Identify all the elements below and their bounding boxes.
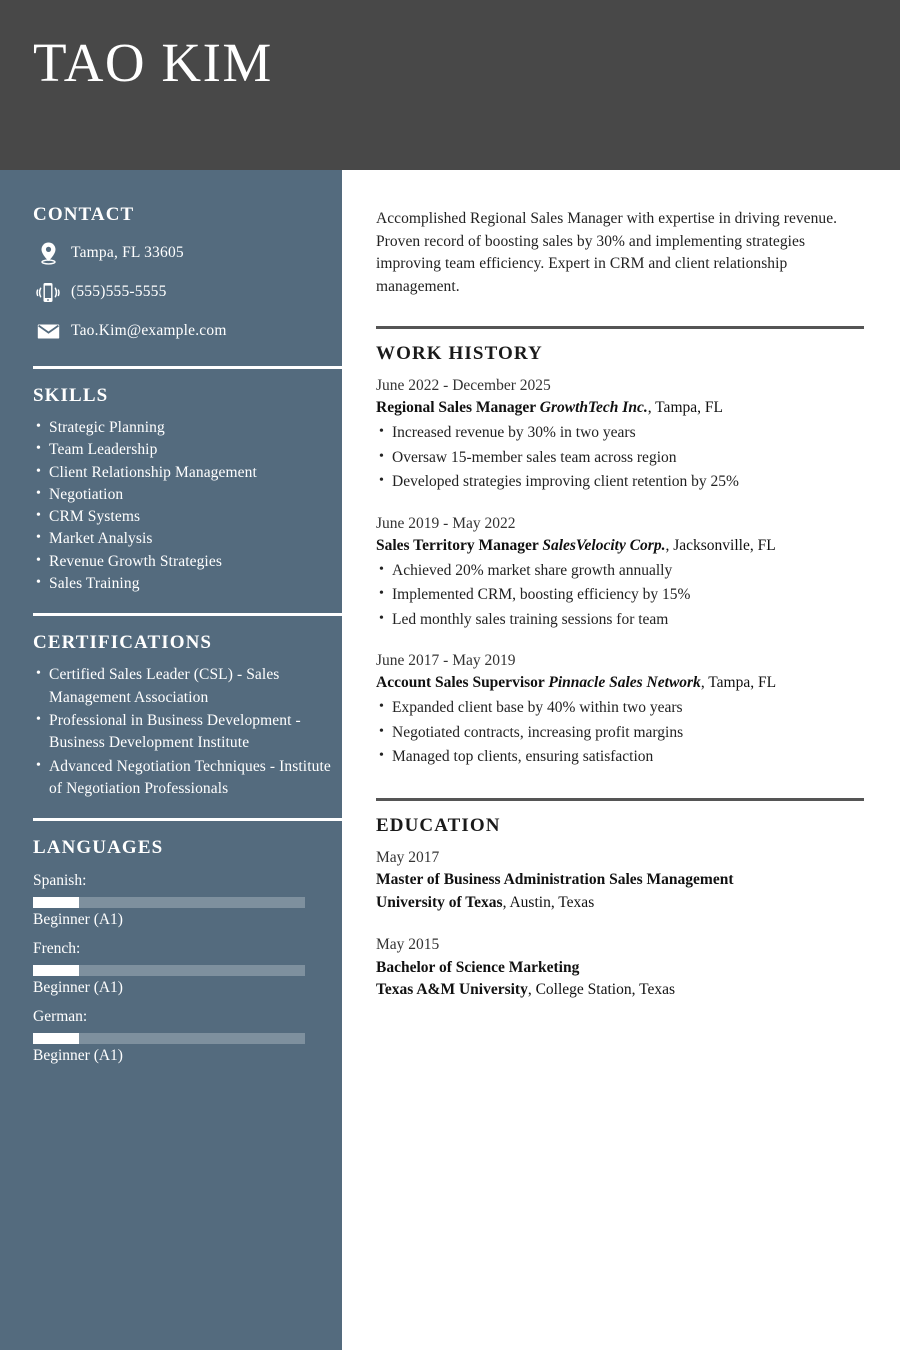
sidebar-divider-1: [33, 366, 343, 369]
language-proficiency-bar: [33, 897, 305, 908]
language-name: French:: [33, 940, 81, 958]
skills-section-title: SKILLS: [33, 385, 109, 406]
education-school-location: , Austin, Texas: [502, 893, 595, 911]
list-item: • Led monthly sales training sessions for team: [376, 608, 864, 633]
skills-list: [33, 417, 343, 595]
job-dates: June 2019 - May 2022: [376, 514, 516, 532]
list-item: • Team Leadership: [33, 439, 343, 461]
education-school-location: , College Station, Texas: [527, 981, 675, 998]
job-company: Pinnacle Sales Network: [548, 674, 701, 691]
list-item: • Sales Training: [33, 573, 343, 595]
education-section-title: EDUCATION: [376, 814, 501, 836]
language-name: Spanish:: [33, 872, 87, 890]
envelope-icon: [33, 323, 63, 340]
job-heading: [376, 672, 864, 694]
languages-section: [33, 837, 343, 1066]
contact-item-email: [33, 314, 343, 348]
list-item: • Increased revenue by 30% in two years: [376, 421, 864, 446]
resume-header-banner: [0, 0, 900, 170]
job-bullet-list: [376, 696, 864, 770]
job-bullet-list: [376, 559, 864, 633]
job-role: Regional Sales Manager: [376, 399, 540, 416]
education-school: [376, 979, 864, 1002]
language-proficiency-fill: [33, 1033, 79, 1044]
work-history-entry: [376, 513, 864, 633]
work-history-entry: [376, 375, 864, 495]
job-company: GrowthTech Inc.: [539, 399, 648, 416]
language-item-spanish: [33, 869, 343, 930]
language-item-french: [33, 937, 343, 998]
work-history-section-title: WORK HISTORY: [376, 343, 543, 364]
job-location: , Tampa, FL: [647, 399, 723, 416]
main-content: [342, 170, 900, 1350]
contact-section-title: CONTACT: [33, 204, 135, 225]
education-date: May 2017: [376, 848, 440, 866]
list-item: • Certified Sales Leader (CSL) - Sales Management Association: [33, 664, 343, 709]
list-item: • Client Relationship Management: [33, 462, 343, 484]
education-date: May 2015: [376, 936, 440, 953]
list-item: • Implemented CRM, boosting efficiency by 15%: [376, 583, 864, 608]
language-proficiency-bar: [33, 965, 305, 976]
education-entry: [376, 847, 864, 915]
sidebar-divider-3: [33, 818, 343, 821]
education-school-name: Texas A&M University: [376, 981, 528, 998]
work-history-section: [376, 343, 864, 770]
list-item: • Market Analysis: [33, 528, 343, 550]
skills-section: [33, 385, 343, 595]
languages-section-title: LANGUAGES: [33, 837, 164, 859]
job-location: , Tampa, FL: [700, 674, 777, 691]
language-proficiency-bar: [33, 1033, 305, 1044]
contact-phone-value: (555)555-5555: [71, 283, 167, 300]
education-degree: Master of Business Administration Sales Management: [376, 871, 734, 888]
list-item: • Strategic Planning: [33, 417, 343, 439]
sidebar: [0, 170, 342, 1350]
job-heading: [376, 535, 864, 557]
work-history-entry: [376, 650, 864, 770]
job-company: SalesVelocity Corp.: [542, 536, 666, 554]
professional-summary: Accomplished Regional Sales Manager with expertise in driving revenue. Proven record of boosting sales by 30% and implementing strategies improving team efficiency. Expert in CRM and client relationship management.: [376, 210, 838, 295]
job-role: Sales Territory Manager: [376, 536, 543, 554]
contact-section: [33, 204, 343, 348]
language-proficiency-fill: [33, 897, 79, 908]
certifications-list: [33, 664, 343, 800]
job-bullet-list: [376, 421, 864, 495]
sidebar-divider-2: [33, 613, 343, 616]
contact-item-phone: [33, 275, 343, 309]
list-item: • Oversaw 15-member sales team across region: [376, 446, 864, 471]
certifications-section: [33, 632, 343, 800]
language-proficiency-fill: [33, 965, 79, 976]
list-item: • Revenue Growth Strategies: [33, 551, 343, 573]
job-heading: [376, 397, 864, 419]
list-item: • Managed top clients, ensuring satisfaction: [376, 745, 864, 770]
list-item: • Advanced Negotiation Techniques - Institute of Negotiation Professionals: [33, 756, 343, 801]
contact-email-value: Tao.Kim@example.com: [71, 322, 227, 339]
list-item: • Achieved 20% market share growth annually: [376, 559, 864, 584]
language-level-label: Beginner (A1): [33, 911, 123, 929]
list-item: • Negotiation: [33, 484, 343, 506]
education-school: [376, 892, 864, 915]
education-degree: Bachelor of Science Marketing: [376, 958, 580, 976]
page-title: TAO KIM: [33, 32, 273, 93]
certifications-section-title: CERTIFICATIONS: [33, 632, 213, 654]
language-level-label: Beginner (A1): [33, 979, 123, 997]
list-item: • CRM Systems: [33, 506, 343, 528]
job-dates: June 2022 - December 2025: [376, 377, 551, 394]
job-role: Account Sales Supervisor: [376, 674, 549, 691]
language-item-german: [33, 1005, 343, 1066]
education-entry: [376, 934, 864, 1002]
list-item: • Professional in Business Development - Business Development Institute: [33, 710, 343, 755]
main-divider-1: [376, 326, 864, 329]
location-pin-icon: [33, 242, 63, 265]
job-location: , Jacksonville, FL: [665, 536, 776, 554]
list-item: • Negotiated contracts, increasing profit margins: [376, 721, 864, 746]
list-item: • Expanded client base by 40% within two years: [376, 696, 864, 721]
language-level-label: Beginner (A1): [33, 1047, 123, 1065]
contact-item-location: [33, 236, 343, 270]
mobile-phone-icon: [33, 281, 63, 304]
language-name: German:: [33, 1008, 88, 1026]
list-item: • Developed strategies improving client retention by 25%: [376, 470, 864, 495]
job-dates: June 2017 - May 2019: [376, 652, 516, 669]
education-section: [376, 815, 864, 1002]
main-divider-2: [376, 798, 864, 801]
education-school-name: University of Texas: [376, 893, 503, 911]
contact-location-value: Tampa, FL 33605: [71, 244, 184, 261]
